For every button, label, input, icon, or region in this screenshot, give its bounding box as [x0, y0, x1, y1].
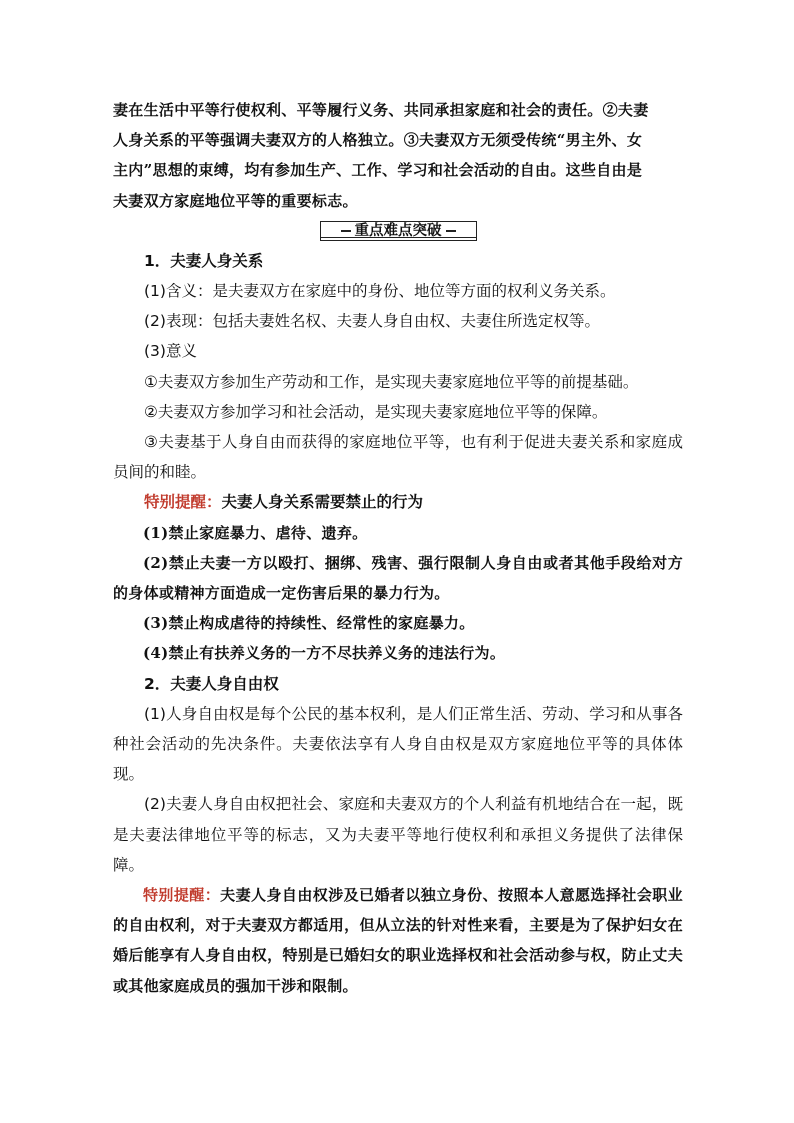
intro-line-4: 夫妻双方家庭地位平等的重要标志。: [113, 191, 358, 210]
manifestation-item: (2)表现：包括夫妻姓名权、夫妻人身自由权、夫妻住所选定权等。: [144, 312, 600, 331]
banner-dash-right: [446, 230, 456, 232]
banner-title: 重点难点突破: [354, 222, 442, 239]
section-banner: [113, 216, 683, 246]
banner-dash-left: [341, 230, 351, 232]
ban-item-4: (4)禁止有扶养义务的一方不尽扶养义务的违法行为。: [143, 644, 506, 663]
significance-point-1: ①夫妻双方参加生产劳动和工作，是实现夫妻家庭地位平等的前提基础。: [144, 372, 639, 391]
document-page: [113, 95, 683, 1001]
significance-point-2: ②夫妻双方参加学习和社会活动，是实现夫妻家庭地位平等的保障。: [144, 402, 608, 421]
special-reminder-2: [113, 880, 683, 1001]
definition-item: (1)含义：是夫妻双方在家庭中的身份、地位等方面的权利义务关系。: [144, 282, 616, 301]
reminder-label: 特别提醒：: [144, 493, 222, 512]
reminder-title: 夫妻人身关系需要禁止的行为: [221, 493, 424, 512]
freedom-paragraph-1: (1)人身自由权是每个公民的基本权利，是人们正常生活、劳动、学习和从事各种社会活动的先决条件。夫妻依法享有人身自由权是双方家庭地位平等的具体体现。: [113, 704, 683, 784]
reminder-label: 特别提醒：: [143, 886, 221, 905]
intro-line-3: 主内”思想的束缚，均有参加生产、工作、学习和社会活动的自由。这些自由是: [113, 161, 643, 180]
ban-item-3: (3)禁止构成虐待的持续性、经常性的家庭暴力。: [143, 614, 475, 633]
section-1-heading: 1．夫妻人身关系: [144, 251, 264, 270]
intro-line-1: 妻在生活中平等行使权利、平等履行义务、共同承担家庭和社会的责任。②夫妻: [113, 101, 649, 119]
banner-box: [320, 221, 477, 241]
section-2: [113, 669, 683, 1001]
section-2-heading: 2．夫妻人身自由权: [144, 674, 279, 693]
ban-item-2: (2)禁止夫妻一方以殴打、捆绑、残害、强行限制人身自由或者其他手段给对方的身体或精神方面造成一定伤害后果的暴力行为。: [113, 553, 683, 603]
intro-line-2: 人身关系的平等强调夫妻双方的人格独立。③夫妻双方无须受传统“男主外、女: [113, 131, 643, 150]
freedom-paragraph-2: (2)夫妻人身自由权把社会、家庭和夫妻双方的个人利益有机地结合在一起，既是夫妻法律地位平等的标志，又为夫妻平等地行使权利和承担义务提供了法律保障。: [113, 795, 683, 874]
ban-item-1: (1)禁止家庭暴力、虐待、遗弃。: [143, 523, 368, 542]
significance-item: (3)意义: [144, 342, 197, 361]
special-reminder-1: [113, 487, 683, 517]
intro-paragraph: [113, 95, 683, 216]
significance-point-3: ③夫妻基于人身自由而获得的家庭地位平等，也有利于促进夫妻关系和家庭成员间的和睦。: [113, 433, 683, 482]
reminder-text: 夫妻人身自由权涉及已婚者以独立身份、按照本人意愿选择社会职业的自由权利，对于夫妻双方都适用，但从立法的针对性来看，主要是为了保护妇女在婚后能享有人身自由权，特别是已婚妇女的职业选择权和社会活动参与权，防止丈夫或其他家庭成员的强加干涉和限制。: [113, 886, 683, 995]
section-1: [113, 246, 683, 669]
